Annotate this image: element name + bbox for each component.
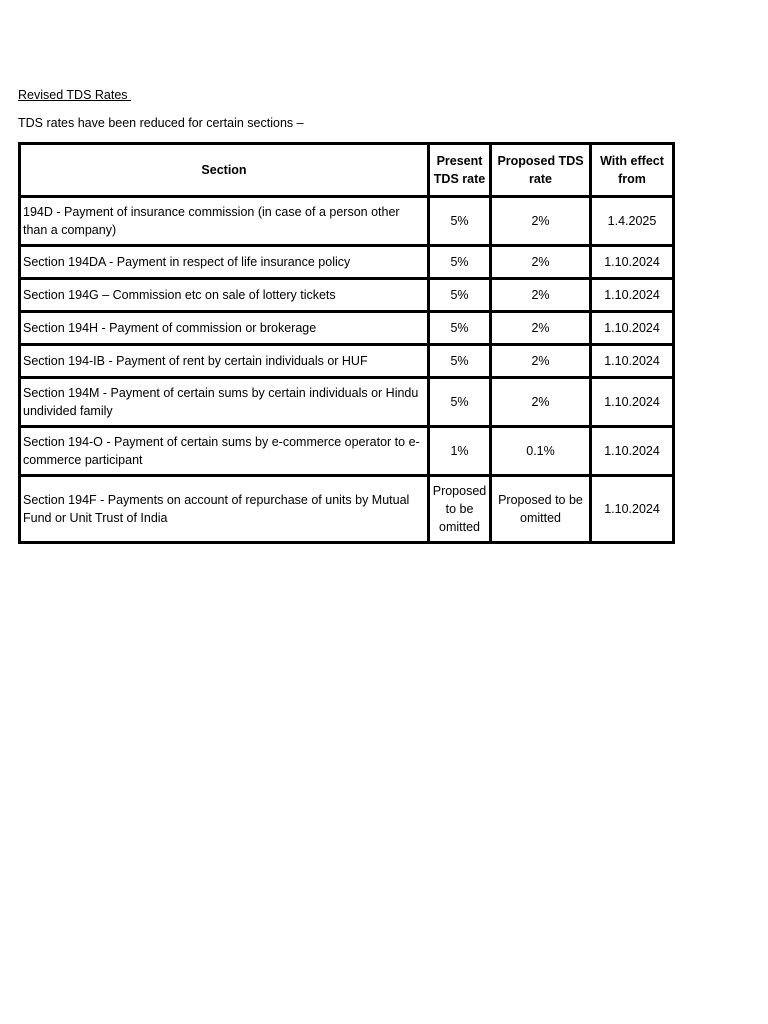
- header-section: Section: [21, 145, 430, 198]
- cell-present-rate: 1%: [430, 428, 492, 477]
- cell-present-rate: Proposed to be omitted: [430, 477, 492, 541]
- cell-effective-from: 1.10.2024: [592, 280, 672, 313]
- cell-section: Section 194F - Payments on account of repurchase of units by Mutual Fund or Unit Trust of India: [21, 477, 430, 541]
- cell-section: Section 194H - Payment of commission or brokerage: [21, 313, 430, 346]
- cell-proposed-rate: 2%: [492, 247, 592, 280]
- cell-effective-from: 1.10.2024: [592, 428, 672, 477]
- table-row: [21, 198, 672, 247]
- cell-effective-from: 1.10.2024: [592, 247, 672, 280]
- cell-effective-from: 1.10.2024: [592, 346, 672, 379]
- table-row: [21, 247, 672, 280]
- cell-present-rate: 5%: [430, 198, 492, 247]
- cell-section: Section 194-IB - Payment of rent by certain individuals or HUF: [21, 346, 430, 379]
- table-row: [21, 477, 672, 541]
- cell-proposed-rate: 2%: [492, 280, 592, 313]
- header-proposed-rate: Proposed TDS rate: [492, 145, 592, 198]
- header-present-rate: Present TDS rate: [430, 145, 492, 198]
- tds-rates-table: [18, 142, 675, 544]
- cell-present-rate: 5%: [430, 247, 492, 280]
- cell-effective-from: 1.10.2024: [592, 313, 672, 346]
- cell-section: 194D - Payment of insurance commission (in case of a person other than a company): [21, 198, 430, 247]
- cell-section: Section 194M - Payment of certain sums by certain individuals or Hindu undivided family: [21, 379, 430, 428]
- header-effective-from: With effect from: [592, 145, 672, 198]
- document-title: Revised TDS Rates: [18, 88, 132, 102]
- cell-proposed-rate: 2%: [492, 346, 592, 379]
- table-row: [21, 428, 672, 477]
- cell-proposed-rate: 0.1%: [492, 428, 592, 477]
- table-row: [21, 313, 672, 346]
- cell-proposed-rate: 2%: [492, 379, 592, 428]
- table-row: [21, 280, 672, 313]
- cell-proposed-rate: 2%: [492, 313, 592, 346]
- cell-present-rate: 5%: [430, 313, 492, 346]
- cell-effective-from: 1.10.2024: [592, 379, 672, 428]
- document-intro: TDS rates have been reduced for certain sections –: [18, 116, 304, 130]
- table-row: [21, 346, 672, 379]
- cell-section: Section 194G – Commission etc on sale of lottery tickets: [21, 280, 430, 313]
- table-row: [21, 379, 672, 428]
- cell-proposed-rate: Proposed to be omitted: [492, 477, 592, 541]
- cell-effective-from: 1.4.2025: [592, 198, 672, 247]
- cell-present-rate: 5%: [430, 280, 492, 313]
- cell-present-rate: 5%: [430, 346, 492, 379]
- cell-section: Section 194-O - Payment of certain sums by e-commerce operator to e-commerce participant: [21, 428, 430, 477]
- cell-proposed-rate: 2%: [492, 198, 592, 247]
- cell-present-rate: 5%: [430, 379, 492, 428]
- cell-section: Section 194DA - Payment in respect of life insurance policy: [21, 247, 430, 280]
- table-header-row: [21, 145, 672, 198]
- cell-effective-from: 1.10.2024: [604, 502, 660, 516]
